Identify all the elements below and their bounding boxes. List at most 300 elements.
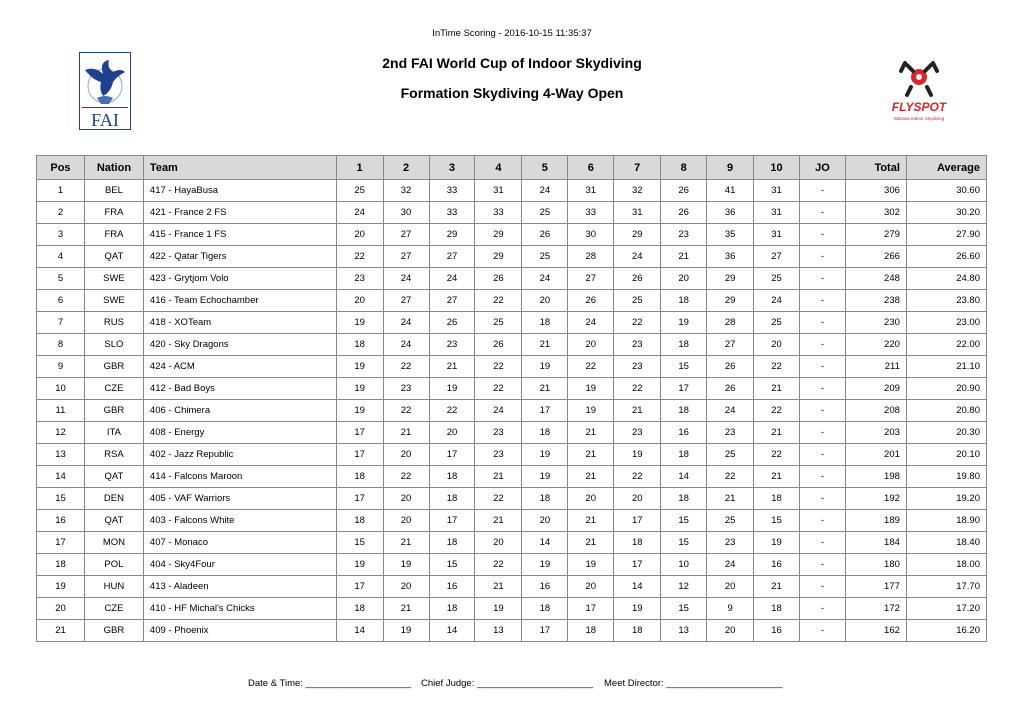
- cell-pos: 14: [37, 466, 85, 488]
- page-title: 2nd FAI World Cup of Indoor Skydiving: [382, 55, 642, 71]
- cell-round-1: 24: [336, 202, 383, 224]
- cell-round-4: 23: [475, 444, 522, 466]
- cell-round-1: 17: [336, 488, 383, 510]
- cell-round-8: 18: [661, 334, 707, 356]
- table-row: [37, 532, 987, 554]
- table-row: [37, 488, 987, 510]
- cell-round-3: 18: [429, 466, 475, 488]
- cell-round-1: 19: [336, 378, 383, 400]
- cell-round-9: 27: [707, 334, 754, 356]
- table-row: [37, 422, 987, 444]
- cell-pos: 6: [37, 290, 85, 312]
- cell-round-4: 22: [475, 378, 522, 400]
- cell-round-1: 19: [336, 400, 383, 422]
- cell-round-8: 14: [661, 466, 707, 488]
- cell-nation: SWE: [84, 268, 143, 290]
- cell-team: 403 - Falcons White: [143, 510, 336, 532]
- table-row: [37, 400, 987, 422]
- cell-round-3: 26: [429, 312, 475, 334]
- cell-average: 24.80: [906, 268, 986, 290]
- cell-round-6: 28: [568, 246, 614, 268]
- cell-round-8: 23: [661, 224, 707, 246]
- cell-round-10: 15: [754, 510, 800, 532]
- cell-round-3: 18: [429, 488, 475, 510]
- cell-round-10: 16: [754, 620, 800, 642]
- cell-jo: -: [800, 180, 846, 202]
- cell-round-2: 21: [383, 532, 429, 554]
- cell-total: 220: [845, 334, 906, 356]
- cell-team: 416 - Team Echochamber: [143, 290, 336, 312]
- cell-round-10: 31: [754, 180, 800, 202]
- cell-round-4: 25: [475, 312, 522, 334]
- cell-nation: CZE: [84, 598, 143, 620]
- cell-team: 409 - Phoenix: [143, 620, 336, 642]
- cell-round-9: 25: [707, 510, 754, 532]
- header-round-9: 9: [707, 156, 754, 180]
- cell-round-5: 20: [522, 510, 568, 532]
- cell-round-5: 17: [522, 400, 568, 422]
- flyspot-logo: [877, 57, 961, 123]
- cell-round-7: 26: [614, 268, 661, 290]
- cell-average: 20.80: [906, 400, 986, 422]
- cell-round-2: 22: [383, 356, 429, 378]
- cell-average: 22.00: [906, 334, 986, 356]
- cell-round-10: 21: [754, 422, 800, 444]
- cell-team: 413 - Aladeen: [143, 576, 336, 598]
- cell-round-10: 27: [754, 246, 800, 268]
- cell-round-5: 21: [522, 378, 568, 400]
- cell-round-6: 20: [568, 488, 614, 510]
- cell-round-7: 17: [614, 554, 661, 576]
- cell-round-6: 22: [568, 356, 614, 378]
- cell-round-5: 19: [522, 444, 568, 466]
- cell-round-6: 19: [568, 554, 614, 576]
- table-row: [37, 224, 987, 246]
- cell-round-3: 23: [429, 334, 475, 356]
- cell-round-6: 21: [568, 444, 614, 466]
- cell-round-5: 19: [522, 466, 568, 488]
- cell-round-2: 20: [383, 488, 429, 510]
- cell-round-8: 26: [661, 180, 707, 202]
- cell-round-10: 22: [754, 400, 800, 422]
- cell-round-8: 13: [661, 620, 707, 642]
- cell-round-8: 20: [661, 268, 707, 290]
- header-team: Team: [143, 156, 336, 180]
- cell-round-1: 17: [336, 576, 383, 598]
- cell-round-1: 18: [336, 466, 383, 488]
- header-round-2: 2: [383, 156, 429, 180]
- cell-round-10: 22: [754, 356, 800, 378]
- cell-pos: 13: [37, 444, 85, 466]
- cell-round-7: 19: [614, 444, 661, 466]
- cell-round-7: 21: [614, 400, 661, 422]
- cell-pos: 3: [37, 224, 85, 246]
- cell-team: 408 - Energy: [143, 422, 336, 444]
- cell-team: 415 - France 1 FS: [143, 224, 336, 246]
- cell-round-9: 26: [707, 356, 754, 378]
- cell-jo: -: [800, 620, 846, 642]
- cell-total: 201: [845, 444, 906, 466]
- cell-jo: -: [800, 356, 846, 378]
- cell-round-7: 22: [614, 378, 661, 400]
- cell-team: 410 - HF Michal's Chicks: [143, 598, 336, 620]
- cell-round-9: 36: [707, 246, 754, 268]
- table-body: [37, 180, 987, 642]
- cell-jo: -: [800, 554, 846, 576]
- cell-pos: 20: [37, 598, 85, 620]
- cell-jo: -: [800, 290, 846, 312]
- cell-total: 192: [845, 488, 906, 510]
- cell-nation: ITA: [84, 422, 143, 444]
- header-round-3: 3: [429, 156, 475, 180]
- cell-round-5: 24: [522, 180, 568, 202]
- cell-round-4: 29: [475, 224, 522, 246]
- cell-nation: GBR: [84, 620, 143, 642]
- cell-average: 18.90: [906, 510, 986, 532]
- header-round-1: 1: [336, 156, 383, 180]
- cell-pos: 15: [37, 488, 85, 510]
- cell-round-4: 21: [475, 510, 522, 532]
- table-row: [37, 334, 987, 356]
- cell-round-8: 21: [661, 246, 707, 268]
- cell-round-7: 32: [614, 180, 661, 202]
- cell-round-10: 16: [754, 554, 800, 576]
- cell-round-2: 30: [383, 202, 429, 224]
- cell-round-7: 18: [614, 620, 661, 642]
- cell-round-2: 20: [383, 510, 429, 532]
- cell-round-7: 23: [614, 422, 661, 444]
- header-round-5: 5: [522, 156, 568, 180]
- cell-round-2: 22: [383, 466, 429, 488]
- cell-nation: QAT: [84, 510, 143, 532]
- header-average: Average: [906, 156, 986, 180]
- cell-round-8: 16: [661, 422, 707, 444]
- cell-average: 26.60: [906, 246, 986, 268]
- cell-round-9: 20: [707, 620, 754, 642]
- cell-team: 412 - Bad Boys: [143, 378, 336, 400]
- cell-round-8: 18: [661, 444, 707, 466]
- cell-nation: DEN: [84, 488, 143, 510]
- cell-round-4: 19: [475, 598, 522, 620]
- cell-jo: -: [800, 510, 846, 532]
- cell-round-7: 22: [614, 466, 661, 488]
- cell-round-3: 20: [429, 422, 475, 444]
- cell-round-2: 22: [383, 400, 429, 422]
- cell-round-9: 24: [707, 400, 754, 422]
- cell-round-2: 27: [383, 290, 429, 312]
- cell-round-6: 27: [568, 268, 614, 290]
- cell-average: 20.30: [906, 422, 986, 444]
- cell-round-10: 25: [754, 268, 800, 290]
- cell-pos: 12: [37, 422, 85, 444]
- cell-total: 162: [845, 620, 906, 642]
- cell-total: 248: [845, 268, 906, 290]
- cell-average: 23.80: [906, 290, 986, 312]
- cell-round-7: 18: [614, 532, 661, 554]
- cell-round-6: 31: [568, 180, 614, 202]
- cell-round-1: 20: [336, 290, 383, 312]
- cell-jo: -: [800, 444, 846, 466]
- cell-round-10: 31: [754, 224, 800, 246]
- cell-team: 402 - Jazz Republic: [143, 444, 336, 466]
- cell-pos: 21: [37, 620, 85, 642]
- cell-team: 406 - Chimera: [143, 400, 336, 422]
- cell-total: 279: [845, 224, 906, 246]
- cell-round-2: 27: [383, 224, 429, 246]
- cell-average: 30.60: [906, 180, 986, 202]
- cell-round-7: 25: [614, 290, 661, 312]
- cell-round-2: 27: [383, 246, 429, 268]
- cell-round-5: 18: [522, 598, 568, 620]
- cell-round-9: 29: [707, 268, 754, 290]
- cell-round-6: 21: [568, 532, 614, 554]
- cell-pos: 5: [37, 268, 85, 290]
- cell-jo: -: [800, 246, 846, 268]
- cell-round-1: 18: [336, 510, 383, 532]
- cell-round-5: 20: [522, 290, 568, 312]
- table-row: [37, 312, 987, 334]
- cell-round-8: 15: [661, 598, 707, 620]
- cell-round-1: 22: [336, 246, 383, 268]
- cell-total: 266: [845, 246, 906, 268]
- cell-round-4: 26: [475, 334, 522, 356]
- cell-round-9: 29: [707, 290, 754, 312]
- cell-total: 306: [845, 180, 906, 202]
- cell-round-10: 22: [754, 444, 800, 466]
- meet-director-field: Meet Director: ______________________: [604, 678, 783, 689]
- cell-total: 209: [845, 378, 906, 400]
- cell-round-2: 21: [383, 598, 429, 620]
- cell-jo: -: [800, 312, 846, 334]
- cell-round-4: 20: [475, 532, 522, 554]
- cell-round-5: 18: [522, 312, 568, 334]
- cell-round-10: 20: [754, 334, 800, 356]
- cell-round-2: 24: [383, 334, 429, 356]
- cell-round-4: 23: [475, 422, 522, 444]
- cell-round-9: 21: [707, 488, 754, 510]
- cell-round-5: 24: [522, 268, 568, 290]
- cell-round-8: 12: [661, 576, 707, 598]
- table-row: [37, 620, 987, 642]
- cell-average: 30.20: [906, 202, 986, 224]
- cell-nation: GBR: [84, 356, 143, 378]
- header-pos: Pos: [37, 156, 85, 180]
- table-header-row: [37, 156, 987, 180]
- cell-jo: -: [800, 532, 846, 554]
- cell-nation: POL: [84, 554, 143, 576]
- cell-jo: -: [800, 488, 846, 510]
- cell-average: 19.20: [906, 488, 986, 510]
- cell-round-2: 32: [383, 180, 429, 202]
- cell-round-3: 17: [429, 444, 475, 466]
- cell-round-6: 21: [568, 510, 614, 532]
- results-table: [36, 155, 987, 642]
- cell-round-1: 20: [336, 224, 383, 246]
- header-round-8: 8: [661, 156, 707, 180]
- cell-average: 20.10: [906, 444, 986, 466]
- cell-round-7: 23: [614, 334, 661, 356]
- cell-round-10: 31: [754, 202, 800, 224]
- cell-round-9: 20: [707, 576, 754, 598]
- cell-round-7: 22: [614, 312, 661, 334]
- cell-team: 417 - HayaBusa: [143, 180, 336, 202]
- table-row: [37, 554, 987, 576]
- cell-nation: QAT: [84, 246, 143, 268]
- cell-round-3: 33: [429, 202, 475, 224]
- cell-total: 302: [845, 202, 906, 224]
- cell-round-1: 14: [336, 620, 383, 642]
- cell-round-4: 22: [475, 488, 522, 510]
- cell-pos: 4: [37, 246, 85, 268]
- cell-round-5: 18: [522, 488, 568, 510]
- cell-round-1: 23: [336, 268, 383, 290]
- cell-team: 405 - VAF Warriors: [143, 488, 336, 510]
- cell-nation: BEL: [84, 180, 143, 202]
- cell-nation: FRA: [84, 202, 143, 224]
- cell-round-6: 18: [568, 620, 614, 642]
- flyspot-tagline: Warsaw Indoor Skydiving: [893, 116, 945, 121]
- cell-jo: -: [800, 576, 846, 598]
- cell-round-9: 36: [707, 202, 754, 224]
- cell-round-8: 10: [661, 554, 707, 576]
- table-row: [37, 268, 987, 290]
- cell-round-1: 25: [336, 180, 383, 202]
- cell-round-10: 21: [754, 466, 800, 488]
- cell-round-7: 14: [614, 576, 661, 598]
- cell-pos: 10: [37, 378, 85, 400]
- cell-round-5: 14: [522, 532, 568, 554]
- cell-round-1: 19: [336, 312, 383, 334]
- cell-jo: -: [800, 268, 846, 290]
- cell-average: 17.70: [906, 576, 986, 598]
- cell-jo: -: [800, 400, 846, 422]
- cell-total: 180: [845, 554, 906, 576]
- cell-round-7: 31: [614, 202, 661, 224]
- cell-round-8: 18: [661, 290, 707, 312]
- fai-logo: [79, 52, 131, 130]
- cell-total: 203: [845, 422, 906, 444]
- cell-round-4: 24: [475, 400, 522, 422]
- cell-round-5: 17: [522, 620, 568, 642]
- cell-round-2: 20: [383, 444, 429, 466]
- cell-team: 422 - Qatar Tigers: [143, 246, 336, 268]
- cell-round-3: 18: [429, 532, 475, 554]
- cell-round-4: 22: [475, 356, 522, 378]
- cell-round-5: 25: [522, 202, 568, 224]
- cell-round-6: 17: [568, 598, 614, 620]
- cell-round-7: 20: [614, 488, 661, 510]
- cell-total: 177: [845, 576, 906, 598]
- cell-round-3: 17: [429, 510, 475, 532]
- cell-round-6: 19: [568, 378, 614, 400]
- cell-team: 424 - ACM: [143, 356, 336, 378]
- cell-average: 18.00: [906, 554, 986, 576]
- cell-round-6: 30: [568, 224, 614, 246]
- table-row: [37, 444, 987, 466]
- cell-jo: -: [800, 598, 846, 620]
- cell-round-1: 15: [336, 532, 383, 554]
- table-row: [37, 576, 987, 598]
- cell-round-1: 17: [336, 444, 383, 466]
- cell-average: 20.90: [906, 378, 986, 400]
- cell-round-9: 35: [707, 224, 754, 246]
- cell-round-7: 24: [614, 246, 661, 268]
- cell-round-3: 33: [429, 180, 475, 202]
- cell-pos: 9: [37, 356, 85, 378]
- cell-round-10: 21: [754, 378, 800, 400]
- cell-round-1: 18: [336, 598, 383, 620]
- cell-round-8: 26: [661, 202, 707, 224]
- cell-round-3: 27: [429, 246, 475, 268]
- header-nation: Nation: [84, 156, 143, 180]
- cell-jo: -: [800, 466, 846, 488]
- cell-round-2: 19: [383, 554, 429, 576]
- cell-nation: GBR: [84, 400, 143, 422]
- table-row: [37, 378, 987, 400]
- chief-judge-field: Chief Judge: ______________________: [421, 678, 594, 689]
- cell-total: 189: [845, 510, 906, 532]
- cell-team: 407 - Monaco: [143, 532, 336, 554]
- cell-round-9: 28: [707, 312, 754, 334]
- cell-round-7: 23: [614, 356, 661, 378]
- cell-round-4: 33: [475, 202, 522, 224]
- cell-team: 418 - XOTeam: [143, 312, 336, 334]
- cell-round-6: 21: [568, 422, 614, 444]
- cell-round-3: 14: [429, 620, 475, 642]
- cell-round-9: 23: [707, 422, 754, 444]
- cell-round-3: 21: [429, 356, 475, 378]
- cell-nation: FRA: [84, 224, 143, 246]
- cell-average: 21.10: [906, 356, 986, 378]
- cell-jo: -: [800, 202, 846, 224]
- cell-round-9: 24: [707, 554, 754, 576]
- cell-jo: -: [800, 422, 846, 444]
- header-round-4: 4: [475, 156, 522, 180]
- cell-round-2: 24: [383, 312, 429, 334]
- date-time-field: Date & Time: ____________________: [248, 678, 412, 689]
- cell-round-9: 26: [707, 378, 754, 400]
- cell-nation: SWE: [84, 290, 143, 312]
- cell-team: 414 - Falcons Maroon: [143, 466, 336, 488]
- cell-round-10: 18: [754, 488, 800, 510]
- cell-total: 184: [845, 532, 906, 554]
- cell-average: 23.00: [906, 312, 986, 334]
- cell-team: 420 - Sky Dragons: [143, 334, 336, 356]
- cell-round-8: 17: [661, 378, 707, 400]
- cell-total: 211: [845, 356, 906, 378]
- cell-jo: -: [800, 224, 846, 246]
- table-row: [37, 202, 987, 224]
- cell-round-1: 18: [336, 334, 383, 356]
- cell-round-1: 19: [336, 356, 383, 378]
- cell-round-9: 9: [707, 598, 754, 620]
- cell-pos: 18: [37, 554, 85, 576]
- table-row: [37, 466, 987, 488]
- flyspot-logo-text: FLYSPOT: [891, 100, 947, 114]
- cell-pos: 17: [37, 532, 85, 554]
- cell-pos: 1: [37, 180, 85, 202]
- cell-round-3: 18: [429, 598, 475, 620]
- cell-average: 27.90: [906, 224, 986, 246]
- cell-round-8: 15: [661, 510, 707, 532]
- cell-round-9: 25: [707, 444, 754, 466]
- cell-total: 230: [845, 312, 906, 334]
- scoring-timestamp: InTime Scoring - 2016-10-15 11:35:37: [432, 28, 592, 39]
- header-jo: JO: [800, 156, 846, 180]
- cell-round-4: 22: [475, 290, 522, 312]
- cell-round-5: 26: [522, 224, 568, 246]
- header-round-7: 7: [614, 156, 661, 180]
